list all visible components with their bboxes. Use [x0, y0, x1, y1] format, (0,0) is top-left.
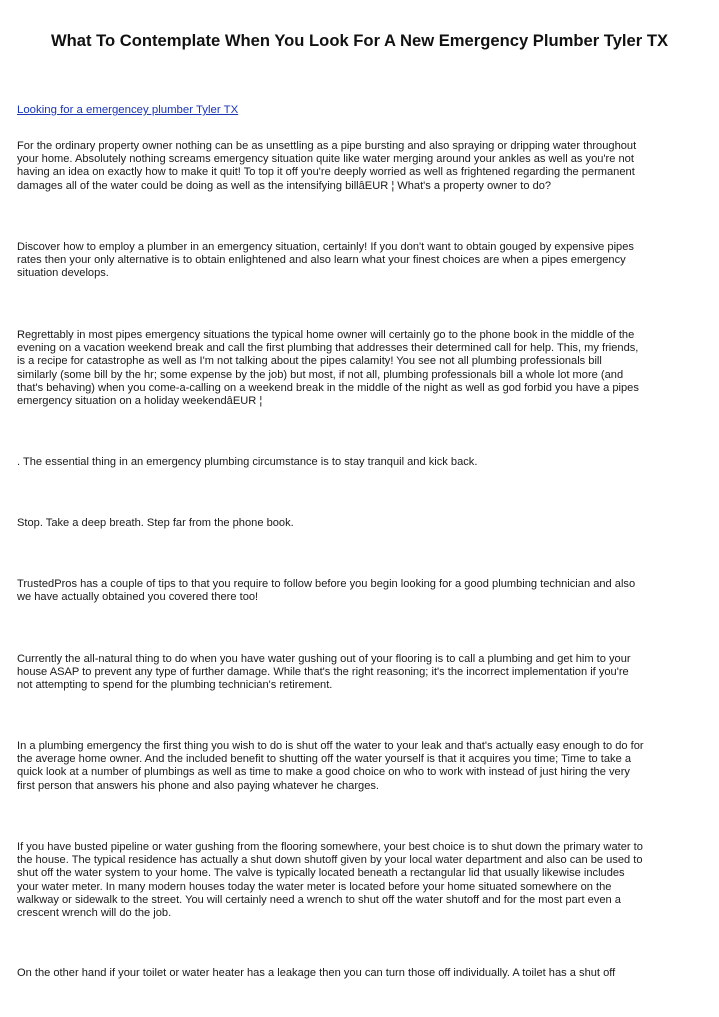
paragraph-first-thing: In a plumbing emergency the first thing you wish to do is shut off the water to your leak and that's actually easy enough to do for the average home owner. And the included benefit to shutting off the water yourself is that it acquires you time; Time to take a quick look at a number of plumbings as well as time to make a good choice on who to work with instead of just hiring the very first person that answers his phone and also paying whatever he charges.: [17, 740, 644, 792]
emergency-plumber-link[interactable]: Looking for a emergencey plumber Tyler TX: [17, 104, 239, 116]
paragraph-trustedpros: TrustedPros has a couple of tips to that you require to follow before you begin looking for a good plumbing technician and also we have actually obtained you covered there too!: [17, 578, 636, 604]
paragraph-busted-pipeline: If you have busted pipeline or water gushing from the flooring somewhere, your best choice is to shut down the primary water to the house. The typical residence has actually a shut down shutoff given by your local water department and also can be used to shut off the water system to your home. The valve is typically located beneath a rectangular lid that usually likewise includes your water meter. In many modern houses today the water meter is located before your home situated somewhere on the walkway or sidewalk to the street. You will certainly need a wrench to shut off the water shutoff and for the most part even a crescent wrench will do the job.: [17, 841, 643, 920]
paragraph-discover: Discover how to employ a plumber in an emergency situation, certainly! If you don't want to obtain gouged by expensive pipes rates then your only alternative is to obtain enlightened and also learn what your finest choices are when a pipes emergency situation develops.: [17, 241, 634, 280]
paragraph-essential: . The essential thing in an emergency plumbing circumstance is to stay tranquil and kick back.: [17, 456, 478, 468]
paragraph-regrettably: Regrettably in most pipes emergency situations the typical home owner will certainly go to the phone book in the middle of the evening on a vacation weekend break and call the first plumbing that addresses their determined call for help. This, my friends, is a recipe for catastrophe as well as I'm not talking about the pipes calamity! You see not all plumbing professionals bill similarly (some bill by the hr; some expense by the job) but most, if not all, plumbing professionals bill a whole lot more (and that's behaving) when you come-a-calling on a weekend break in the middle of the night as well as god forbid you have a pipes emergency situation on a holiday weekendâEUR ¦: [17, 329, 639, 408]
paragraph-intro: For the ordinary property owner nothing can be as unsettling as a pipe bursting and also spraying or dripping water throughout your home. Absolutely nothing screams emergency situation quite like water merging around your ankles as well as you're not having an idea on exactly how to make it quit! To top it off you're deeply worried as well as frightened regarding the permanent damages all of the water could be doing as well as the intensifying billâEUR ¦ What's a property owner to do?: [17, 140, 637, 192]
page-title: What To Contemplate When You Look For A New Emergency Plumber Tyler TX: [50, 31, 669, 50]
paragraph-currently: Currently the all-natural thing to do when you have water gushing out of your flooring is to call a plumbing and get him to your house ASAP to prevent any type of further damage. While that's the right reasoning; it's the incorrect implementation if you're not attempting to spend for the plumbing technician's retirement.: [17, 653, 631, 692]
paragraph-stop: Stop. Take a deep breath. Step far from the phone book.: [17, 517, 294, 529]
paragraph-toilet: On the other hand if your toilet or water heater has a leakage then you can turn those off individually. A toilet has a shut off: [17, 967, 616, 979]
